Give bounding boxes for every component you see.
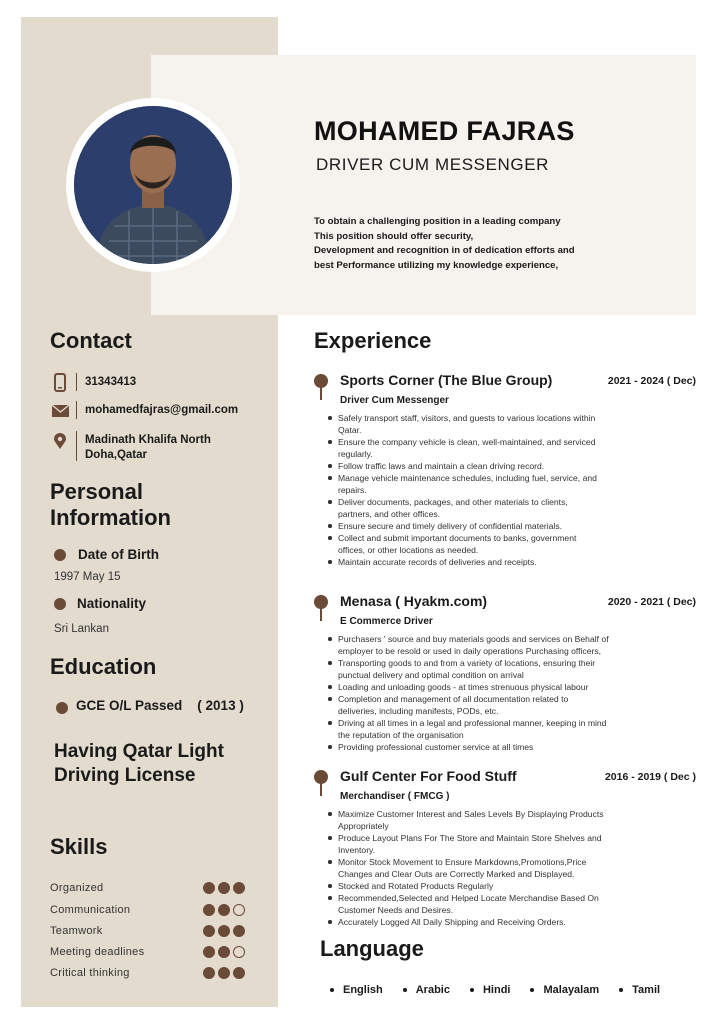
job-duty-line: Monitor Stock Movement to Ensure Markdowns,Promotions,Price <box>326 856 686 868</box>
job-duty-line: offices, or other locations as needed. <box>338 545 479 555</box>
skills-heading: Skills <box>50 834 108 859</box>
rating-dot-filled-icon <box>218 882 230 894</box>
language-heading: Language <box>320 936 424 961</box>
rating-dot-empty-icon <box>233 946 245 958</box>
personal-heading-line-2: Information <box>50 505 171 530</box>
job-duty-line: Maintain accurate records of deliveries and receipts. <box>326 556 686 568</box>
dob-value: 1997 May 15 <box>54 571 121 583</box>
language-list <box>330 984 680 996</box>
skill-name: Teamwork <box>50 925 103 937</box>
objective-text <box>314 215 664 273</box>
language-item: Tamil <box>619 984 660 996</box>
job-duty-line: Loading and unloading goods - at times strenuous physical labour <box>326 681 686 693</box>
license-line-1: Having Qatar Light <box>54 741 224 762</box>
job-duty-line: Manage vehicle maintenance schedules, including fuel, service, and <box>326 472 686 484</box>
contact-divider <box>76 401 77 419</box>
contact-phone-row <box>50 373 136 392</box>
job-title: E Commerce Driver <box>340 616 433 627</box>
language-item: Malayalam <box>530 984 599 996</box>
job-duty-line: Produce Layout Plans For The Store and Maintain Store Shelves and <box>326 832 686 844</box>
job-duty-line: Providing professional customer service at all times <box>326 741 686 753</box>
skill-name: Communication <box>50 904 131 916</box>
education-item: GCE O/L Passed ( 2013 ) <box>76 698 244 713</box>
job-duty-line: Driving at all times in a legal and professional manner, keeping in mind <box>326 717 686 729</box>
job-duty-line: Deliver documents, packages, and other materials to clients, <box>326 496 686 508</box>
phone-icon <box>50 373 70 392</box>
job-duty-line: deliveries, including manifests, PODs, etc. <box>338 706 499 716</box>
job-duty-line: Appropriately <box>338 821 389 831</box>
job-company: Menasa ( Hyakm.com) <box>340 593 488 609</box>
skill-rating <box>203 946 245 958</box>
skill-name: Meeting deadlines <box>50 946 145 958</box>
rating-dot-filled-icon <box>233 882 245 894</box>
timeline-pin-stem <box>320 782 322 796</box>
job-duty-line: Stocked and Rotated Products Regularly <box>326 880 686 892</box>
job-dates: 2021 - 2024 ( Dec) <box>607 375 696 387</box>
location-pin-icon <box>50 431 70 450</box>
objective-line: Development and recognition in of dedication efforts and <box>314 245 575 256</box>
rating-dot-filled-icon <box>203 882 215 894</box>
skill-row <box>50 882 245 894</box>
skill-rating <box>203 967 245 979</box>
rating-dot-filled-icon <box>218 946 230 958</box>
job-company: Gulf Center For Food Stuff <box>340 768 517 784</box>
skill-name: Organized <box>50 882 104 894</box>
job-duty-line: Qatar. <box>338 425 362 435</box>
address-line-2: Doha,Qatar <box>85 449 147 461</box>
rating-dot-filled-icon <box>233 967 245 979</box>
timeline-pin-stem <box>320 386 322 400</box>
job-duty-line: the reputation of the organisation <box>338 730 464 740</box>
phone-number: 31343413 <box>85 376 137 388</box>
dob-label: Date of Birth <box>78 547 159 562</box>
job-duty-line: Changes and Clear Outs are Correctly Marked and Displayed. <box>338 869 575 879</box>
profile-photo <box>74 106 232 264</box>
job-duties <box>326 633 686 753</box>
job-duty-line: repairs. <box>338 485 367 495</box>
language-item: English <box>330 984 383 996</box>
rating-dot-filled-icon <box>218 967 230 979</box>
contact-divider <box>76 431 77 461</box>
rating-dot-filled-icon <box>203 904 215 916</box>
job-duty-line: Follow traffic laws and maintain a clean driving record. <box>326 460 686 472</box>
language-item: Hindi <box>470 984 511 996</box>
candidate-name: MOHAMED FAJRAS <box>314 116 575 146</box>
job-duty-line: partners, and other offices. <box>338 509 441 519</box>
contact-divider <box>76 373 77 391</box>
job-duty-line: Customer Needs and Desires. <box>338 905 454 915</box>
mail-icon <box>50 401 70 417</box>
job-title: Driver Cum Messenger <box>340 395 449 406</box>
skill-rating <box>203 925 245 937</box>
candidate-role: DRIVER CUM MESSENGER <box>316 155 550 174</box>
rating-dot-filled-icon <box>233 925 245 937</box>
rating-dot-empty-icon <box>233 904 245 916</box>
dob-bullet-icon <box>54 549 66 561</box>
objective-line: This position should offer security, <box>314 230 474 242</box>
job-duty-line: Maximize Customer Interest and Sales Levels By Displaying Products <box>326 808 686 820</box>
address <box>85 433 211 463</box>
address-line-1: Madinath Khalifa North <box>85 434 211 446</box>
job-duty-line: Purchasers ' source and buy materials goods and services on Behalf of <box>326 633 686 645</box>
job-duty-line: Safely transport staff, visitors, and guests to various locations within <box>326 412 686 424</box>
experience-heading: Experience <box>314 328 432 353</box>
job-duties <box>326 412 686 568</box>
timeline-pin-stem <box>320 607 322 621</box>
job-duty-line: employer to be resold or used in daily operations Purchasing officers, <box>338 646 602 656</box>
license-line-2: Driving License <box>54 765 196 786</box>
personal-info-heading <box>50 479 171 531</box>
nationality-label: Nationality <box>77 596 147 611</box>
skill-row <box>50 904 245 916</box>
nationality-value: Sri Lankan <box>54 623 109 635</box>
job-dates: 2020 - 2021 ( Dec) <box>607 596 696 608</box>
skill-rating <box>203 904 245 916</box>
rating-dot-filled-icon <box>218 904 230 916</box>
job-duty-line: Inventory. <box>338 845 376 855</box>
job-duty-line: Collect and submit important documents to banks, government <box>326 532 686 544</box>
job-duty-line: Accurately Logged All Daily Shipping and Receiving Orders. <box>326 916 686 928</box>
job-duty-line: Ensure the company vehicle is clean, well-maintained, and serviced <box>326 436 686 448</box>
job-duty-line: Ensure secure and timely delivery of confidential materials. <box>326 520 686 532</box>
education-heading: Education <box>50 654 157 679</box>
rating-dot-filled-icon <box>203 967 215 979</box>
nationality-bullet-icon <box>54 598 66 610</box>
person-portrait-icon <box>74 106 232 264</box>
job-duty-line: Recommended,Selected and Helped Locate Merchandise Based On <box>326 892 686 904</box>
skill-row <box>50 925 245 937</box>
personal-heading-line-1: Personal <box>50 479 143 504</box>
education-bullet-icon <box>56 702 68 714</box>
skill-name: Critical thinking <box>50 967 130 979</box>
objective-line: best Performance utilizing my knowledge experience, <box>314 259 559 271</box>
job-company: Sports Corner (The Blue Group) <box>340 372 553 388</box>
license-note <box>54 740 224 788</box>
rating-dot-filled-icon <box>203 925 215 937</box>
job-duty-line: regularly. <box>338 449 373 459</box>
job-duty-line: Transporting goods to and from a variety of locations, ensuring their <box>326 657 686 669</box>
skill-row <box>50 967 245 979</box>
job-duties <box>326 808 686 928</box>
contact-email-row <box>50 401 238 419</box>
contact-address-row <box>50 431 211 463</box>
job-duty-line: punctual delivery and optimal condition on arrival <box>338 670 524 680</box>
job-title: Merchandiser ( FMCG ) <box>340 791 450 802</box>
job-dates: 2016 - 2019 ( Dec ) <box>604 771 696 783</box>
rating-dot-filled-icon <box>218 925 230 937</box>
language-item: Arabic <box>403 984 450 996</box>
rating-dot-filled-icon <box>203 946 215 958</box>
email-address[interactable]: mohamedfajras@gmail.com <box>85 404 239 416</box>
job-duty-line: Completion and management of all documentation related to <box>326 693 686 705</box>
contact-heading: Contact <box>50 328 132 353</box>
skill-rating <box>203 882 245 894</box>
objective-line: To obtain a challenging position in a leading company <box>314 216 561 227</box>
skill-row <box>50 946 245 958</box>
